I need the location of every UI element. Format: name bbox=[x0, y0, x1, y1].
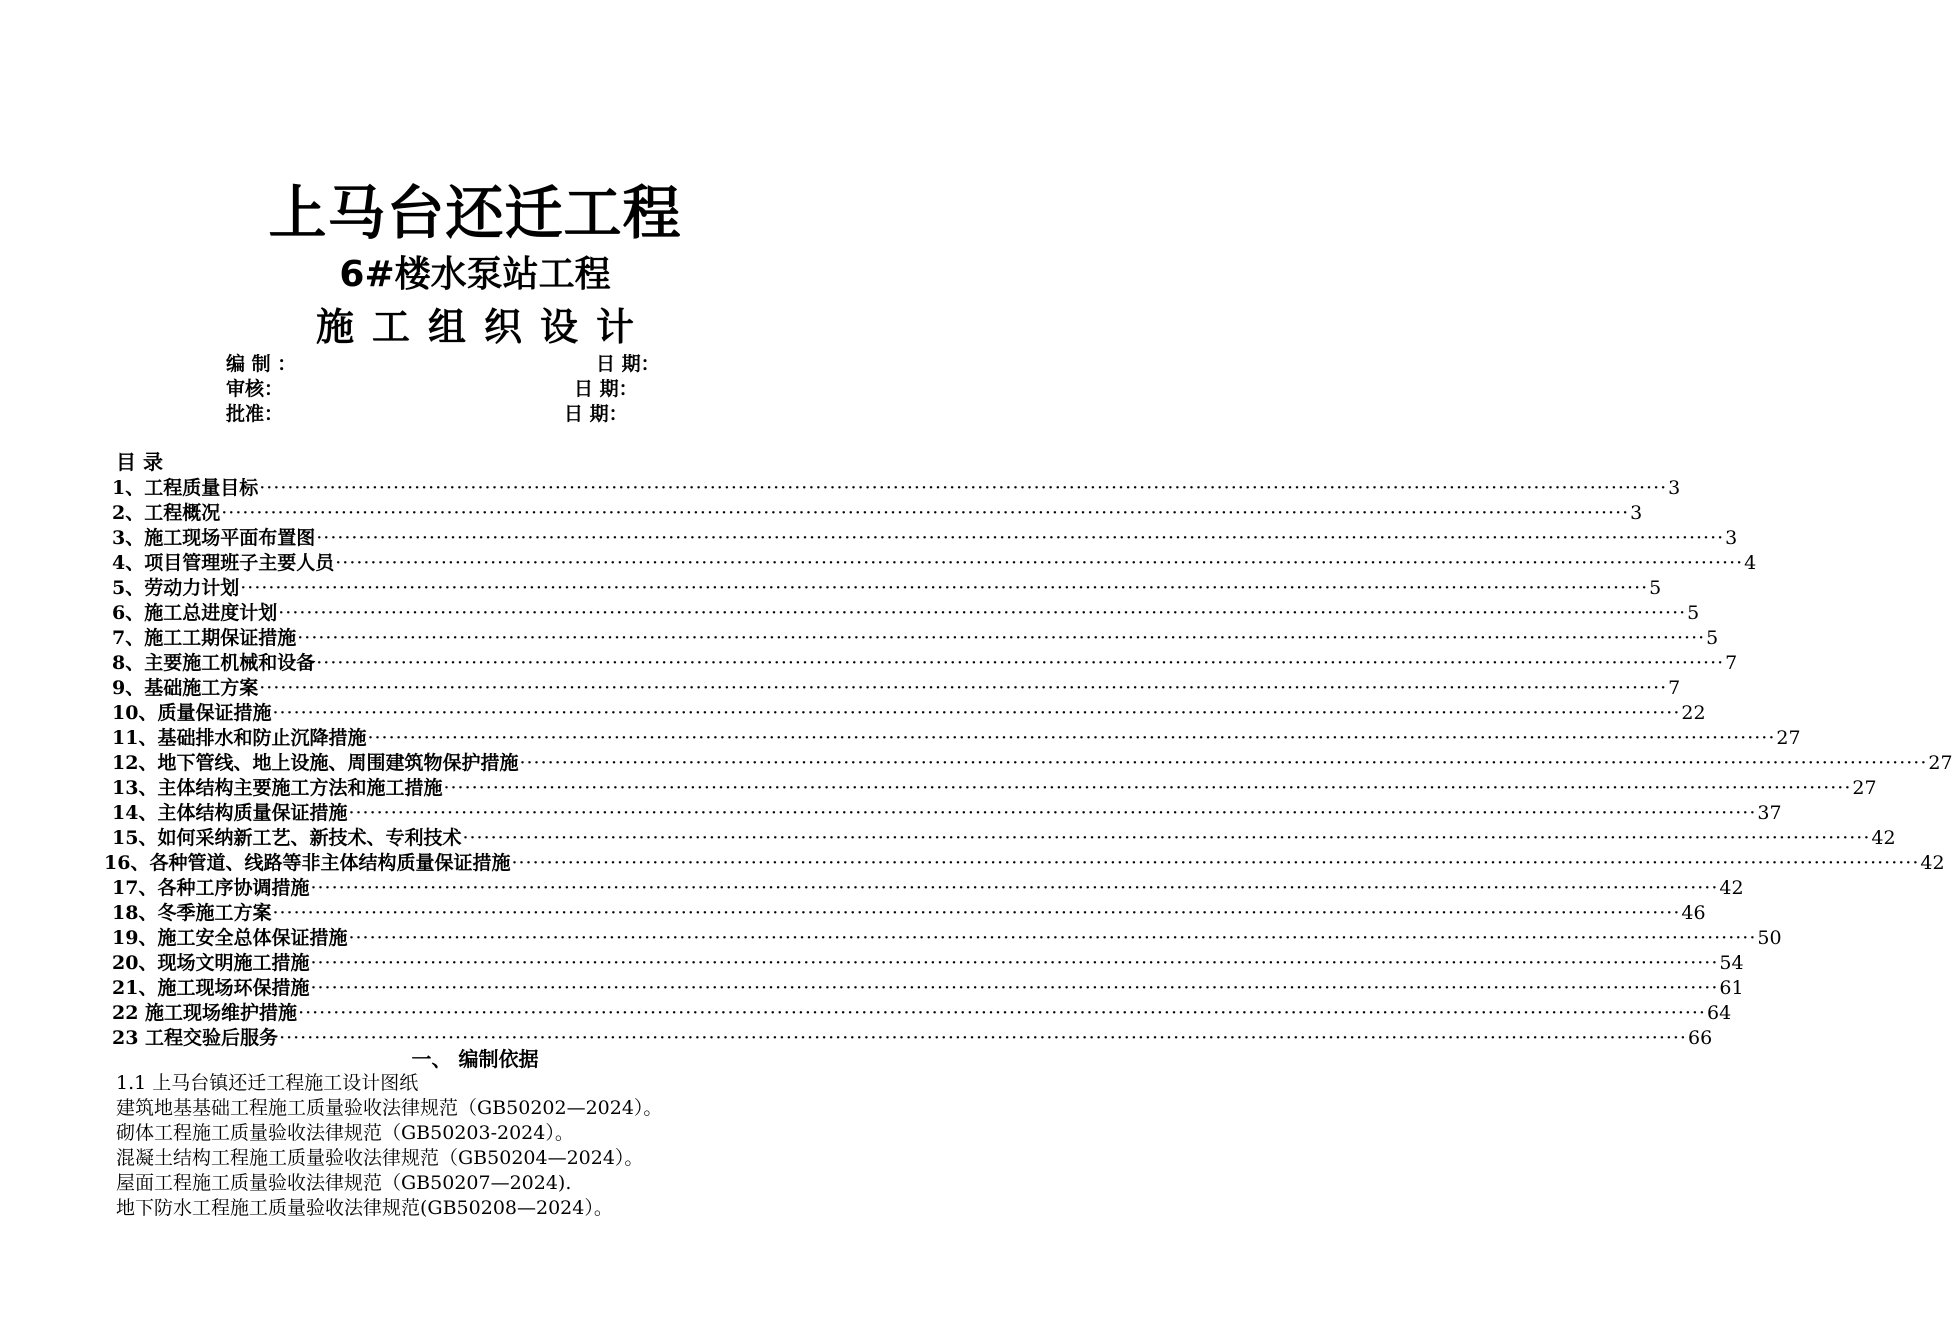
toc-entry-page: 3 bbox=[1725, 527, 1738, 549]
toc-entry-label: 6、施工总进度计划 bbox=[112, 602, 278, 624]
toc-entry-20[interactable] bbox=[112, 951, 1744, 976]
toc-entry-page: 37 bbox=[1757, 802, 1782, 824]
toc-entry-label: 12、地下管线、地上设施、周围建筑物保护措施 bbox=[112, 752, 519, 774]
toc-entry-7[interactable] bbox=[112, 626, 1719, 651]
toc-entry-page: 46 bbox=[1681, 902, 1706, 924]
toc-entry-label: 13、主体结构主要施工方法和施工措施 bbox=[112, 777, 443, 799]
toc-leader-dots: ········································································································································································································ bbox=[310, 952, 1719, 974]
toc-entry-page: 50 bbox=[1757, 927, 1782, 949]
toc-leader-dots: ········································································································································································································ bbox=[240, 577, 1649, 599]
toc-entry-21[interactable] bbox=[112, 976, 1744, 1001]
toc-entry-page: 54 bbox=[1719, 952, 1744, 974]
toc-entry-label: 4、项目管理班子主要人员 bbox=[112, 552, 335, 574]
toc-leader-dots: ········································································································································································································ bbox=[272, 702, 1681, 724]
toc-entry-label: 14、主体结构质量保证措施 bbox=[112, 802, 348, 824]
basis-line: 1.1 上马台镇还迁工程施工设计图纸 bbox=[116, 1072, 419, 1094]
toc-entry-page: 3 bbox=[1630, 502, 1643, 524]
toc-entry-19[interactable] bbox=[112, 926, 1782, 951]
toc-entry-label: 19、施工安全总体保证措施 bbox=[112, 927, 348, 949]
toc-entry-page: 5 bbox=[1706, 627, 1719, 649]
toc-entry-11[interactable] bbox=[112, 726, 1801, 751]
toc-entry-6[interactable] bbox=[112, 601, 1700, 626]
approved-by-label: 批准： bbox=[226, 403, 284, 425]
toc-entry-label: 9、基础施工方案 bbox=[112, 677, 259, 699]
toc-entry-label: 22 施工现场维护措施 bbox=[112, 1002, 298, 1024]
toc-entry-label: 17、各种工序协调措施 bbox=[112, 877, 310, 899]
toc-entry-17[interactable] bbox=[112, 876, 1744, 901]
toc-entry-10[interactable] bbox=[112, 701, 1706, 726]
toc-entry-12[interactable] bbox=[112, 751, 1953, 776]
toc-entry-15[interactable] bbox=[112, 826, 1896, 851]
toc-entry-page: 42 bbox=[1920, 852, 1945, 874]
toc-entry-page: 27 bbox=[1776, 727, 1801, 749]
section-heading: 一、 编制依据 bbox=[411, 1047, 539, 1071]
toc-entry-label: 23 工程交验后服务 bbox=[112, 1027, 279, 1049]
toc-entry-label: 15、如何采纳新工艺、新技术、专利技术 bbox=[112, 827, 462, 849]
toc-entry-page: 5 bbox=[1687, 602, 1700, 624]
toc-leader-dots: ········································································································································································································ bbox=[259, 677, 1668, 699]
toc-entry-label: 20、现场文明施工措施 bbox=[112, 952, 310, 974]
toc-leader-dots: ········································································································································································································ bbox=[316, 652, 1725, 674]
approved-date-label: 日 期： bbox=[564, 403, 628, 425]
toc-leader-dots: ········································································································································································································ bbox=[279, 1027, 1687, 1049]
toc-entry-page: 66 bbox=[1687, 1027, 1713, 1049]
toc-entry-page: 64 bbox=[1706, 1002, 1732, 1024]
toc-entry-1[interactable] bbox=[112, 476, 1681, 501]
toc-entry-13[interactable] bbox=[112, 776, 1877, 801]
toc-entry-page: 7 bbox=[1668, 677, 1681, 699]
toc-entry-page: 4 bbox=[1744, 552, 1757, 574]
basis-line: 地下防水工程施工质量验收法律规范(GB50208—2024）。 bbox=[116, 1197, 613, 1219]
toc-leader-dots: ········································································································································································································ bbox=[443, 777, 1852, 799]
toc-entry-16[interactable] bbox=[104, 851, 1945, 876]
toc-entry-label: 8、主要施工机械和设备 bbox=[112, 652, 316, 674]
toc-leader-dots: ········································································································································································································ bbox=[335, 552, 1744, 574]
compiled-by-label: 编 制 ： bbox=[226, 353, 297, 375]
toc-entry-page: 3 bbox=[1668, 477, 1681, 499]
toc-leader-dots: ········································································································································································································ bbox=[519, 752, 1928, 774]
toc-leader-dots: ········································································································································································································ bbox=[367, 727, 1776, 749]
toc-entry-2[interactable] bbox=[112, 501, 1643, 526]
reviewed-date-label: 日 期： bbox=[574, 378, 638, 400]
compiled-date-label: 日 期： bbox=[596, 353, 660, 375]
toc-leader-dots: ········································································································································································································ bbox=[272, 902, 1681, 924]
toc-leader-dots: ········································································································································································································ bbox=[278, 602, 1687, 624]
toc-leader-dots: ········································································································································································································ bbox=[310, 877, 1719, 899]
document-type-title: 施工组织设计 bbox=[315, 305, 652, 349]
toc-entry-8[interactable] bbox=[112, 651, 1738, 676]
toc-entry-label: 10、质量保证措施 bbox=[112, 702, 272, 724]
toc-entry-3[interactable] bbox=[112, 526, 1738, 551]
basis-line: 建筑地基基础工程施工质量验收法律规范（GB50202—2024）。 bbox=[116, 1097, 663, 1119]
toc-entry-label: 21、施工现场环保措施 bbox=[112, 977, 310, 999]
toc-entry-label: 5、劳动力计划 bbox=[112, 577, 240, 599]
toc-entry-5[interactable] bbox=[112, 576, 1662, 601]
toc-leader-dots: ········································································································································································································ bbox=[259, 477, 1668, 499]
reviewed-by-label: 审核： bbox=[226, 378, 284, 400]
toc-entry-label: 2、工程概况 bbox=[112, 502, 221, 524]
toc-entry-22[interactable] bbox=[112, 1001, 1732, 1026]
toc-entry-label: 1、工程质量目标 bbox=[112, 477, 259, 499]
project-title: 上马台还迁工程 bbox=[268, 179, 682, 247]
toc-entry-label: 3、施工现场平面布置图 bbox=[112, 527, 316, 549]
toc-leader-dots: ········································································································································································································ bbox=[511, 852, 1920, 874]
toc-leader-dots: ········································································································································································································ bbox=[316, 527, 1725, 549]
toc-entry-page: 42 bbox=[1871, 827, 1896, 849]
basis-line: 砌体工程施工质量验收法律规范（GB50203-2024）。 bbox=[116, 1122, 574, 1144]
toc-entry-18[interactable] bbox=[112, 901, 1706, 926]
toc-entry-page: 22 bbox=[1681, 702, 1706, 724]
toc-leader-dots: ········································································································································································································ bbox=[310, 977, 1719, 999]
toc-entry-label: 18、冬季施工方案 bbox=[112, 902, 272, 924]
toc-entry-4[interactable] bbox=[112, 551, 1757, 576]
toc-entry-9[interactable] bbox=[112, 676, 1681, 701]
toc-entry-page: 27 bbox=[1852, 777, 1877, 799]
basis-line: 屋面工程施工质量验收法律规范（GB50207—2024). bbox=[116, 1172, 572, 1194]
toc-entry-label: 7、施工工期保证措施 bbox=[112, 627, 297, 649]
toc-entry-page: 27 bbox=[1928, 752, 1953, 774]
toc-entry-label: 16、各种管道、线路等非主体结构质量保证措施 bbox=[104, 852, 511, 874]
toc-entry-page: 7 bbox=[1725, 652, 1738, 674]
toc-heading: 目 录 bbox=[116, 450, 163, 474]
toc-leader-dots: ········································································································································································································ bbox=[297, 627, 1706, 649]
toc-entry-page: 5 bbox=[1649, 577, 1662, 599]
toc-leader-dots: ········································································································································································································ bbox=[348, 927, 1757, 949]
toc-entry-page: 61 bbox=[1719, 977, 1744, 999]
toc-leader-dots: ········································································································································································································ bbox=[298, 1002, 1706, 1024]
toc-entry-label: 11、基础排水和防止沉降措施 bbox=[112, 727, 367, 749]
toc-leader-dots: ········································································································································································································ bbox=[462, 827, 1871, 849]
toc-entry-14[interactable] bbox=[112, 801, 1782, 826]
toc-entry-page: 42 bbox=[1719, 877, 1744, 899]
basis-line: 混凝土结构工程施工质量验收法律规范（GB50204—2024）。 bbox=[116, 1147, 644, 1169]
toc-leader-dots: ········································································································································································································ bbox=[348, 802, 1757, 824]
toc-leader-dots: ········································································································································································································ bbox=[221, 502, 1630, 524]
project-subtitle: 6#楼水泵站工程 bbox=[339, 254, 611, 295]
